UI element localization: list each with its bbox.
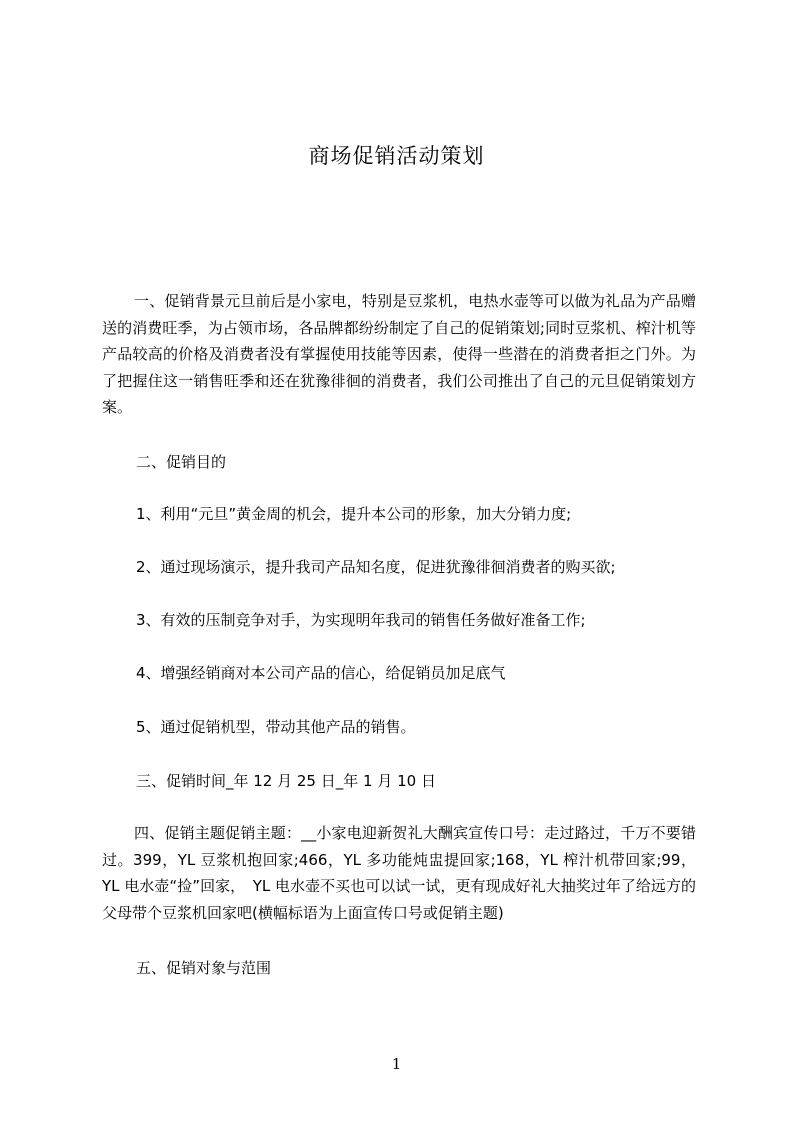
background-paragraph: 一、促销背景元旦前后是小家电，特别是豆浆机，电热水壶等可以做为礼品为产品赠送的消费旺季，为占领市场，各品牌都纷纷制定了自己的促销策划;同时豆浆机、榨汁机等产品较高的价格及消费者没有掌握使用技能等因素，使得一些潜在的消费者拒之门外。为了把握住这一销售旺季和还在犹豫徘徊的消费者，我们公司推出了自己的元旦促销策划方案。 <box>102 292 696 416</box>
goal-item-2: 2、通过现场演示，提升我司产品知名度，促进犹豫徘徊消费者的购买欲; <box>136 558 616 576</box>
promotion-time: 三、促销时间_年 12 月 25 日_年 1 月 10 日 <box>136 772 436 790</box>
page-number: 1 <box>391 1055 402 1073</box>
document-title: 商场促销活动策划 <box>308 144 485 168</box>
goal-heading: 二、促销目的 <box>136 453 227 471</box>
promotion-theme-paragraph: 四、促销主题促销主题：__小家电迎新贺礼大酬宾宣传口号：走过路过，千万不要错过。399，YL 豆浆机抱回家;466，YL 多功能炖盅提回家;168，YL 榨汁机带回家;99，YL 电水壶“捡”回家， YL 电水壶不买也可以试一试，更有现成好礼大抽奖过年了给远方的父母带个豆浆机回家吧(横幅标语为上面宣传口号或促销主题) <box>102 824 696 922</box>
scope-heading: 五、促销对象与范围 <box>136 959 272 977</box>
goal-item-5: 5、通过促销机型，带动其他产品的销售。 <box>136 718 416 736</box>
goal-item-4: 4、增强经销商对本公司产品的信心，给促销员加足底气 <box>136 664 506 682</box>
goal-item-1: 1、利用“元旦”黄金周的机会，提升本公司的形象，加大分销力度; <box>136 505 572 523</box>
goal-item-3: 3、有效的压制竞争对手，为实现明年我司的销售任务做好准备工作; <box>136 611 586 629</box>
